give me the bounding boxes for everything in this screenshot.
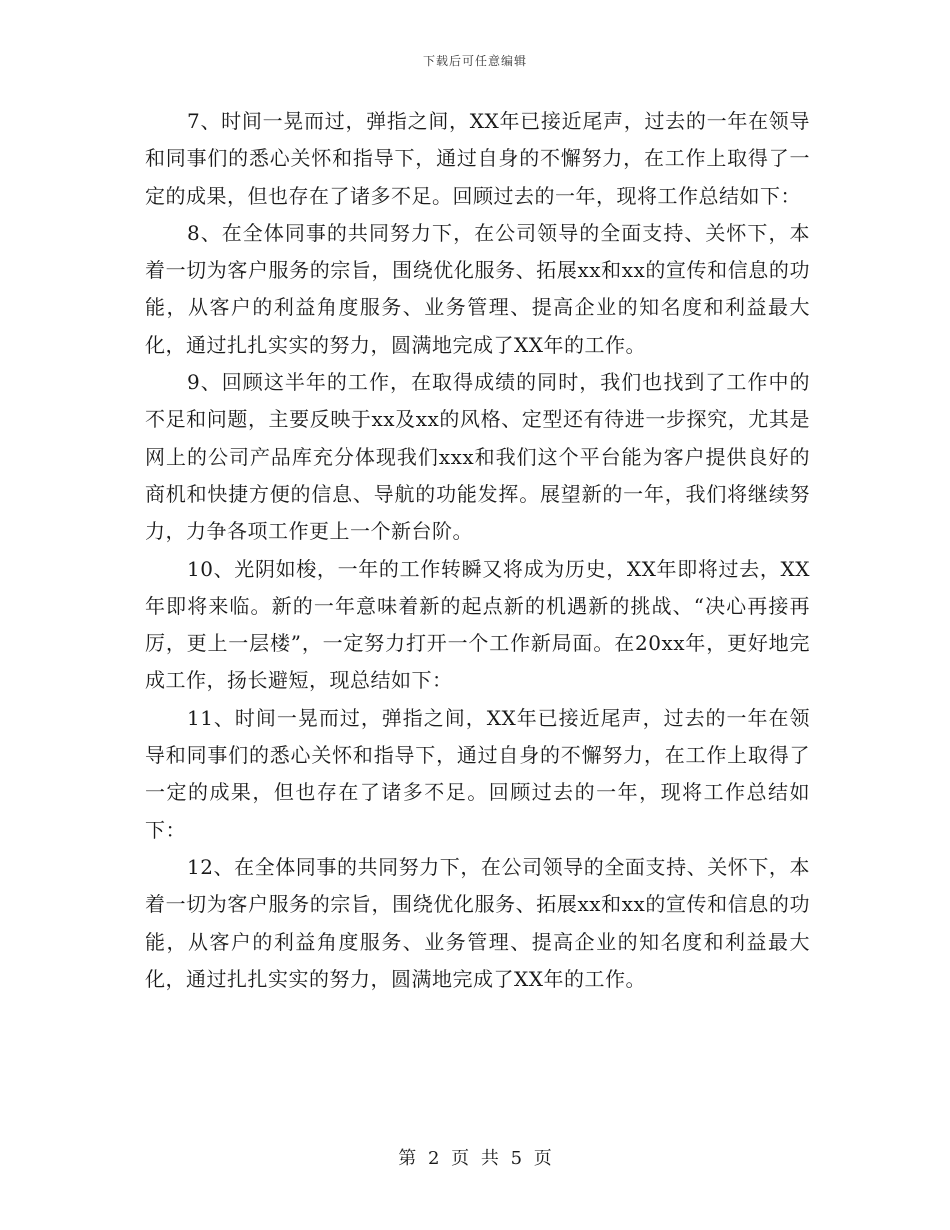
paragraph-12: 12、在全体同事的共同努力下，在公司领导的全面支持、关怀下，本着一切为客户服务的宗旨，围绕优化服务、拓展xx和xx的宣传和信息的功能，从客户的利益角度服务、业务管理、提高企业的知名度和利益最大化，通过扎扎实实的努力，圆满地完成了XX年的工作。	[145, 854, 810, 991]
paragraph-7: 7、时间一晃而过，弹指之间，XX年已接近尾声，过去的一年在领导和同事们的悉心关怀和指导下，通过自身的不懈努力，在工作上取得了一定的成果，但也存在了诸多不足。回顾过去的一年，现将工作总结如下：	[145, 109, 810, 208]
paragraph-11: 11、时间一晃而过，弹指之间，XX年已接近尾声，过去的一年在领导和同事们的悉心关怀和指导下，通过自身的不懈努力，在工作上取得了一定的成果，但也存在了诸多不足。回顾过去的一年，现将工作总结如下：	[145, 705, 810, 842]
paragraph-8: 8、在全体同事的共同努力下，在公司领导的全面支持、关怀下，本着一切为客户服务的宗旨，围绕优化服务、拓展xx和xx的宣传和信息的功能，从客户的利益角度服务、业务管理、提高企业的知名度和利益最大化，通过扎扎实实的努力，圆满地完成了XX年的工作。	[145, 220, 810, 357]
paragraph-10: 10、光阴如梭，一年的工作转瞬又将成为历史，XX年即将过去，XX年即将来临。新的一年意味着新的起点新的机遇新的挑战、“决心再接再厉，更上一层楼”，一定努力打开一个工作新局面。在20xx年，更好地完成工作，扬长避短，现总结如下：	[145, 556, 810, 693]
paragraph-9: 9、回顾这半年的工作，在取得成绩的同时，我们也找到了工作中的不足和问题，主要反映于xx及xx的风格、定型还有待进一步探究，尤其是网上的公司产品库充分体现我们xxx和我们这个平台能为客户提供良好的商机和快捷方便的信息、导航的功能发挥。展望新的一年，我们将继续努力，力争各项工作更上一个新台阶。	[145, 370, 810, 544]
page-header: 下载后可任意编辑	[422, 54, 527, 68]
document-body	[145, 103, 810, 998]
page-number-footer: 第 2 页 共 5 页	[398, 1148, 552, 1169]
